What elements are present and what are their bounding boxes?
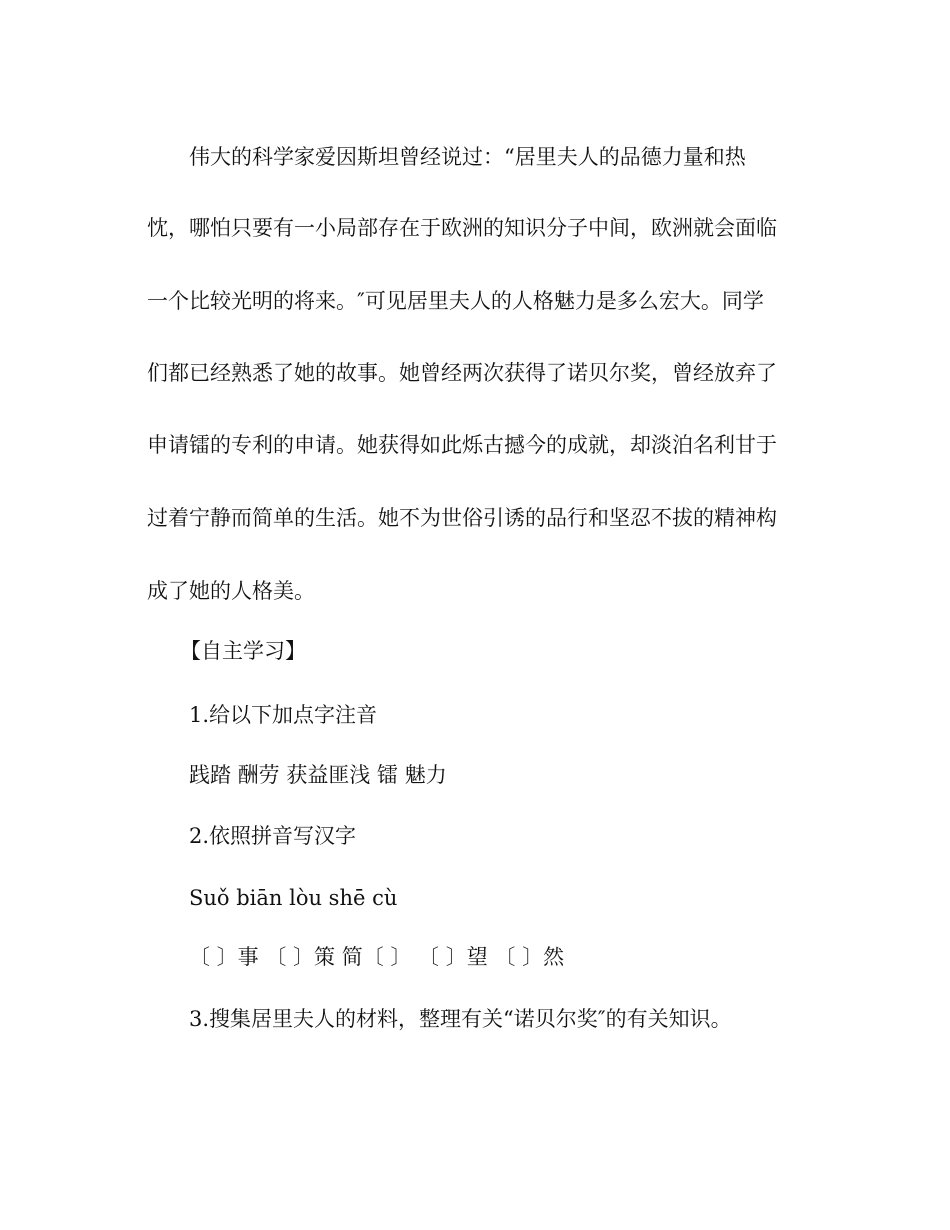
- paragraph-line-3: 一个比较光明的将来。″可见居里夫人的人格魅力是多么宏大。同学: [147, 289, 764, 313]
- paragraph-line-7: 成了她的人格美。: [147, 579, 315, 603]
- question-2-pinyin: Suǒ biān lòu shē cù: [189, 886, 398, 910]
- paragraph-line-2: 忱，哪怕只要有一小局部存在于欧洲的知识分子中间，欧洲就会面临: [147, 216, 777, 240]
- question-2-blanks: 〔 〕事 〔 〕策 简〔 〕 〔 〕望 〔 〕然: [189, 945, 565, 969]
- paragraph-line-1: 伟大的科学家爱因斯坦曾经说过：“居里夫人的品德力量和热: [189, 145, 746, 169]
- question-3-title: 3.搜集居里夫人的材料，整理有关“诺贝尔奖″的有关知识。: [189, 1007, 732, 1031]
- question-1-words: 践踏 酬劳 获益匪浅 镭 魅力: [189, 763, 447, 787]
- section-heading: 【自主学习】: [180, 639, 306, 663]
- question-2-title: 2.依照拼音写汉字: [189, 824, 357, 848]
- paragraph-line-6: 过着宁静而简单的生活。她不为世俗引诱的品行和坚忍不拔的精神构: [147, 506, 777, 530]
- paragraph-line-5: 申请镭的专利的申请。她获得如此烁古撼今的成就，却淡泊名利甘于: [147, 433, 777, 457]
- question-1-title: 1.给以下加点字注音: [189, 703, 378, 727]
- paragraph-line-4: 们都已经熟悉了她的故事。她曾经两次获得了诺贝尔奖，曾经放弃了: [147, 361, 777, 385]
